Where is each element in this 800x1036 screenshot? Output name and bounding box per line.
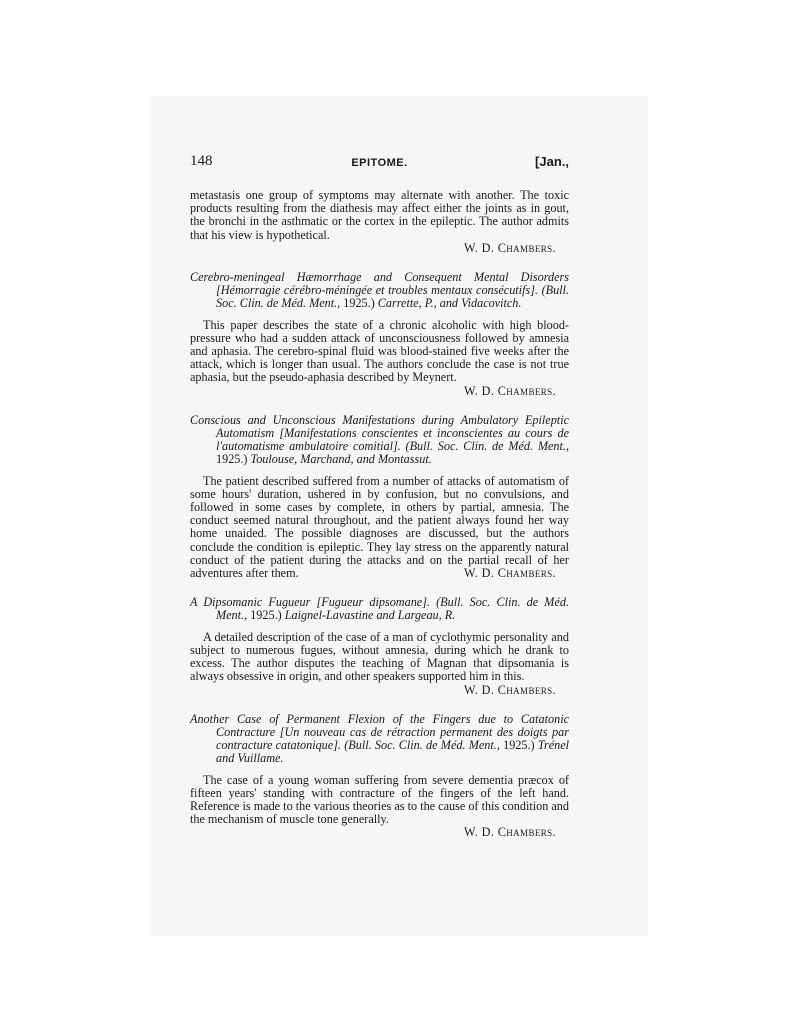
- entry-signature: W. D. Chambers.: [463, 825, 556, 840]
- entry-signature: W. D. Chambers.: [463, 566, 556, 581]
- entry-abstract: A detailed description of the case of a man of cyclothymic personality and subject to numerous fugues, without amnesia, during which he drank to excess. The author disputes the teaching of Magnan that dipsomania is always obsessive in origin, and other speakers supported him in this. W. D. Chambers.: [190, 629, 569, 697]
- running-header: [190, 155, 569, 177]
- entry-abstract: The case of a young woman suffering from severe dementia præcox of fifteen years' standing with contracture of the fingers of the left hand. Reference is made to the various theories as to the cause of this condition and the mechanism of muscle tone generally.: [190, 772, 569, 827]
- entry-title: Conscious and Unconscious Manifestations during Ambulatory Epileptic Automatism [Manifestations conscientes et inconscientes au cours de l'automatisme ambulatoire comitial]. (Bull. Soc. Clin. de Méd. Ment., 1925.) Toulouse, Marchand, and Montassut.: [190, 412, 569, 467]
- entry-abstract: This paper describes the state of a chronic alcoholic with high blood-pressure who had a sudden attack of unconsciousness followed by amnesia and aphasia. The cerebro-spinal fluid was blood-stained five weeks after the attack, which is longer than usual. The authors conclude the case is not true aphasia, but the pseudo-aphasia described by Meynert. W. D. Chambers.: [190, 317, 569, 398]
- page-content: [190, 155, 569, 840]
- running-date: [Jan.,: [535, 154, 569, 169]
- entry-title: A Dipsomanic Fugueur [Fugueur dipsomane]. (Bull. Soc. Clin. de Méd. Ment., 1925.) Laignel-Lavastine and Largeau, R.: [190, 595, 569, 623]
- intro-signature: W. D. Chambers.: [463, 240, 556, 255]
- running-title: EPITOME.: [351, 157, 408, 169]
- entry-abstract: The patient described suffered from a number of attacks of automatism of some hours' duration, ushered in by confusion, but no convulsions, and followed in some cases by complete, in others by partial, amnesia. The conduct seemed natural throughout, and the patient always found her way home unaided. The possible diagnoses are discussed, but the authors conclude the condition is epileptic. They lay stress on the apparently natural conduct of the patient during the attacks and on the partial recall of her adventures after them. W. D. Chambers.: [190, 473, 569, 581]
- intro-paragraph: metastasis one group of symptoms may alternate with another. The toxic products resulting from the diathesis may affect either the joints as in gout, the bronchi in the asthmatic or the cortex in the epileptic. The author admits that his view is hypothetical.: [190, 188, 569, 242]
- page-number: 148: [190, 153, 213, 169]
- entry-title: Another Case of Permanent Flexion of the Fingers due to Catatonic Contracture [Un nouveau cas de rétraction permanent des doigts par contracture catatonique]. (Bull. Soc. Clin. de Méd. Ment., 1925.) Trénel and Vuillame.: [190, 711, 570, 766]
- entry-signature: W. D. Chambers.: [463, 383, 556, 398]
- entry-title: Cerebro-meningeal Hæmorrhage and Consequent Mental Disorders [Hémorragie cérébro-méningée et troubles mentaux consécutifs]. (Bull. Soc. Clin. de Méd. Ment., 1925.) Carrette, P., and Vidacovitch.: [190, 270, 569, 311]
- entry-signature: W. D. Chambers.: [463, 682, 556, 697]
